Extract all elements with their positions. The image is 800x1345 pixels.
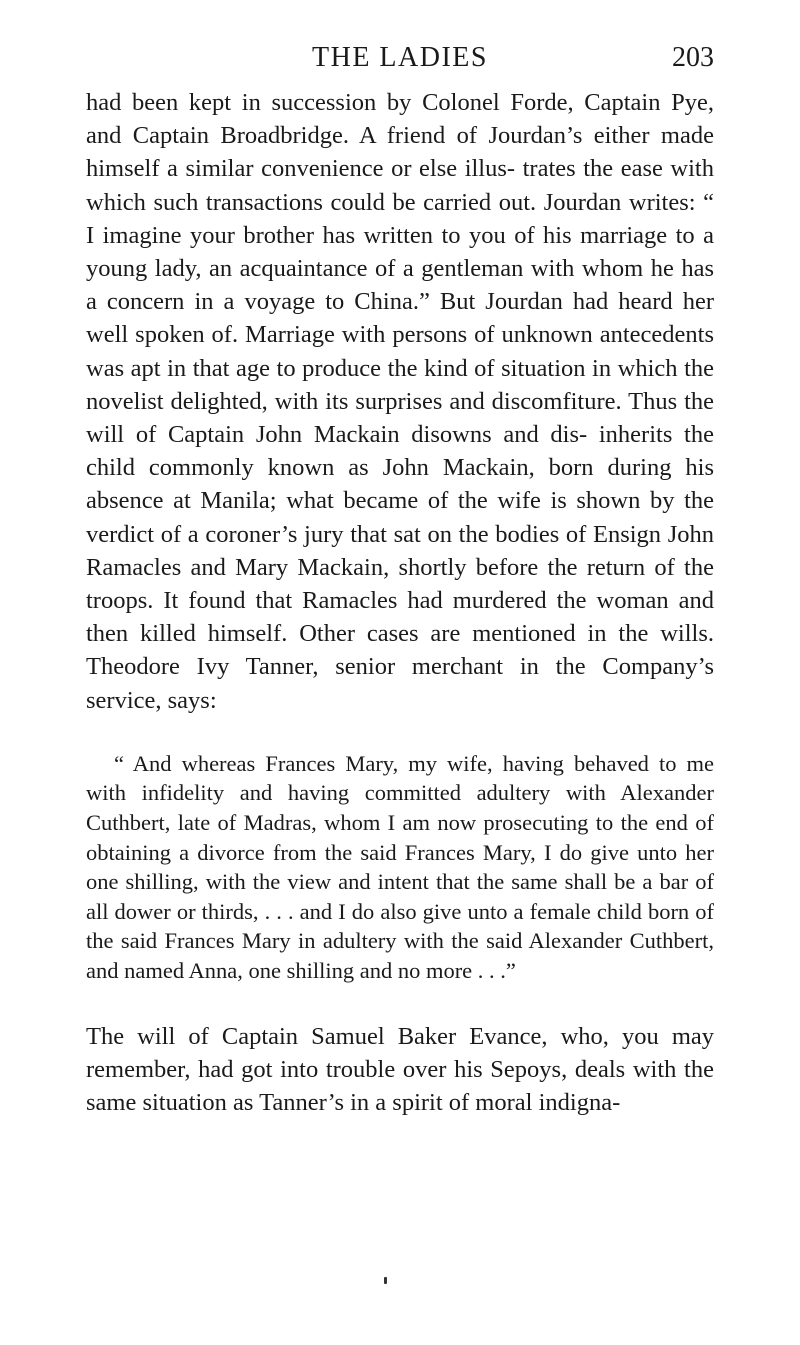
- block-quote: “ And whereas Frances Mary, my wife, having behaved to me with infidelity and having committed adultery with Alexander Cuthbert, late of Madras, whom I am now prosecuting to the end of obtaining a divorce from the said Frances Mary, I do give unto her one shilling, with the view and intent that the same shall be a bar of all dower or thirds, . . . and I do also give unto a female child born of the said Frances Mary in adultery with the said Alexander Cuthbert, and named Anna, one shilling and no more . . .”: [86, 750, 714, 984]
- book-page: [86, 38, 714, 1119]
- page-header: [86, 38, 714, 86]
- body-paragraph-1: had been kept in succession by Colonel Forde, Captain Pye, and Captain Broadbridge. A friend of Jourdan’s either made himself a similar convenience or else illus- trates the ease with which such transactions could be carried out. Jourdan writes: “ I imagine your brother has written to you of his marriage to a young lady, an acquaintance of a gentleman with whom he has a concern in a voyage to China.” But Jourdan had heard her well spoken of. Marriage with persons of unknown antecedents was apt in that age to produce the kind of situation in which the novelist delighted, with its surprises and discomfiture. Thus the will of Captain John Mackain disowns and dis- inherits the child commonly known as John Mackain, born during his absence at Manila; what became of the wife is shown by the verdict of a coroner’s jury that sat on the bodies of Ensign John Ramacles and Mary Mackain, shortly before the return of the troops. It found that Ramacles had murdered the woman and then killed himself. Other cases are mentioned in the wills. Theodore Ivy Tanner, senior merchant in the Company’s service, says:: [86, 89, 714, 714]
- running-head: THE LADIES: [312, 42, 488, 73]
- body-paragraph-2: The will of Captain Samuel Baker Evance, who, you may remember, had got into trouble over his Sepoys, deals with the same situation as Tanner’s in a spirit of moral indigna-: [86, 1022, 714, 1117]
- print-speck: [384, 1277, 387, 1284]
- page-number: 203: [672, 42, 714, 73]
